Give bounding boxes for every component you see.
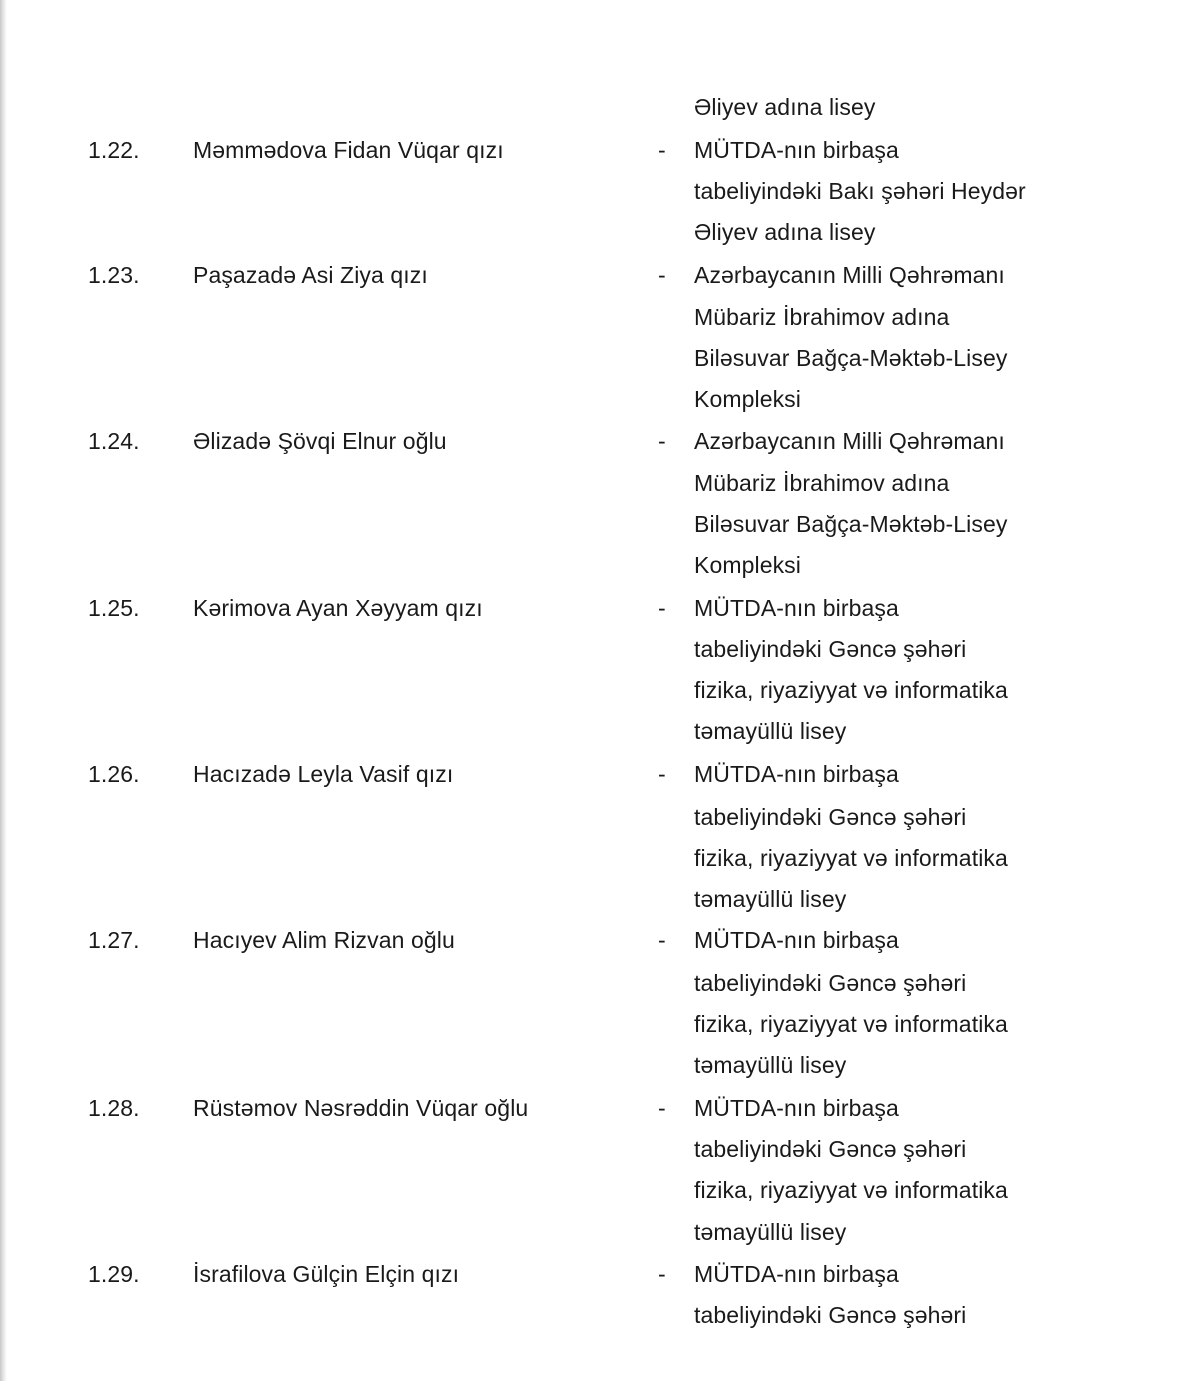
entry-institution-line: tabeliyindəki Gəncə şəhəri [694,636,967,662]
entry-name: Rüstəmov Nəsrəddin Vüqar oğlu [193,1095,529,1121]
entry-institution-line: Azərbaycanın Milli Qəhrəmanı [694,262,1005,288]
entry-institution-line: fizika, riyaziyyat və informatika [694,677,1008,703]
entry-institution-line: MÜTDA-nın birbaşa [694,1095,899,1121]
entry-institution-line: tabeliyindəki Gəncə şəhəri [694,1302,967,1328]
continued-institution-line: Əliyev adına lisey [694,94,876,120]
entry-name: Əlizadə Şövqi Elnur oğlu [193,428,447,454]
entry-institution-line: MÜTDA-nın birbaşa [694,1261,899,1287]
entry-institution-line: Mübariz İbrahimov adına [694,470,950,496]
entry-institution-line: tabeliyindəki Gəncə şəhəri [694,970,967,996]
entry-institution-line: tabeliyindəki Gəncə şəhəri [694,1136,967,1162]
entry-name: Məmmədova Fidan Vüqar qızı [193,137,504,163]
entry-institution-line: təmayüllü lisey [694,718,847,744]
entry-institution-line: Azərbaycanın Milli Qəhrəmanı [694,428,1005,454]
entry-name: Kərimova Ayan Xəyyam qızı [193,595,483,621]
entry-number: 1.23. [88,262,140,288]
entry-dash: - [658,262,666,288]
entry-dash: - [658,1095,666,1121]
entry-institution-line: MÜTDA-nın birbaşa [694,137,899,163]
entry-dash: - [658,1261,666,1287]
entry-institution-line: Kompleksi [694,552,801,578]
entry-institution-line: Kompleksi [694,386,801,412]
entry-name: Hacıyev Alim Rizvan oğlu [193,927,455,953]
entry-dash: - [658,927,666,953]
entry-institution-line: MÜTDA-nın birbaşa [694,595,899,621]
entry-number: 1.29. [88,1261,140,1287]
entry-dash: - [658,761,666,787]
entry-dash: - [658,428,666,454]
entry-institution-line: təmayüllü lisey [694,886,847,912]
entry-institution-line: tabeliyindəki Bakı şəhəri Heydər [694,178,1026,204]
entry-institution-line: tabeliyindəki Gəncə şəhəri [694,804,967,830]
entry-institution-line: Əliyev adına lisey [694,219,876,245]
entry-name: Paşazadə Asi Ziya qızı [193,262,428,288]
entry-number: 1.24. [88,428,140,454]
entry-number: 1.22. [88,137,140,163]
entry-name: Hacızadə Leyla Vasif qızı [193,761,454,787]
entry-institution-line: Biləsuvar Bağça-Məktəb-Lisey [694,345,1008,371]
entry-number: 1.28. [88,1095,140,1121]
entry-name: İsrafilova Gülçin Elçin qızı [193,1261,460,1287]
entry-dash: - [658,595,666,621]
entry-institution-line: fizika, riyaziyyat və informatika [694,1011,1008,1037]
entry-number: 1.25. [88,595,140,621]
entry-number: 1.27. [88,927,140,953]
entry-institution-line: Biləsuvar Bağça-Məktəb-Lisey [694,511,1008,537]
entry-institution-line: MÜTDA-nın birbaşa [694,927,899,953]
entry-institution-line: Mübariz İbrahimov adına [694,304,950,330]
entry-institution-line: fizika, riyaziyyat və informatika [694,845,1008,871]
entry-number: 1.26. [88,761,140,787]
entry-institution-line: MÜTDA-nın birbaşa [694,761,899,787]
entry-institution-line: təmayüllü lisey [694,1219,847,1245]
entry-dash: - [658,137,666,163]
entry-institution-line: təmayüllü lisey [694,1052,847,1078]
entry-institution-line: fizika, riyaziyyat və informatika [694,1177,1008,1203]
